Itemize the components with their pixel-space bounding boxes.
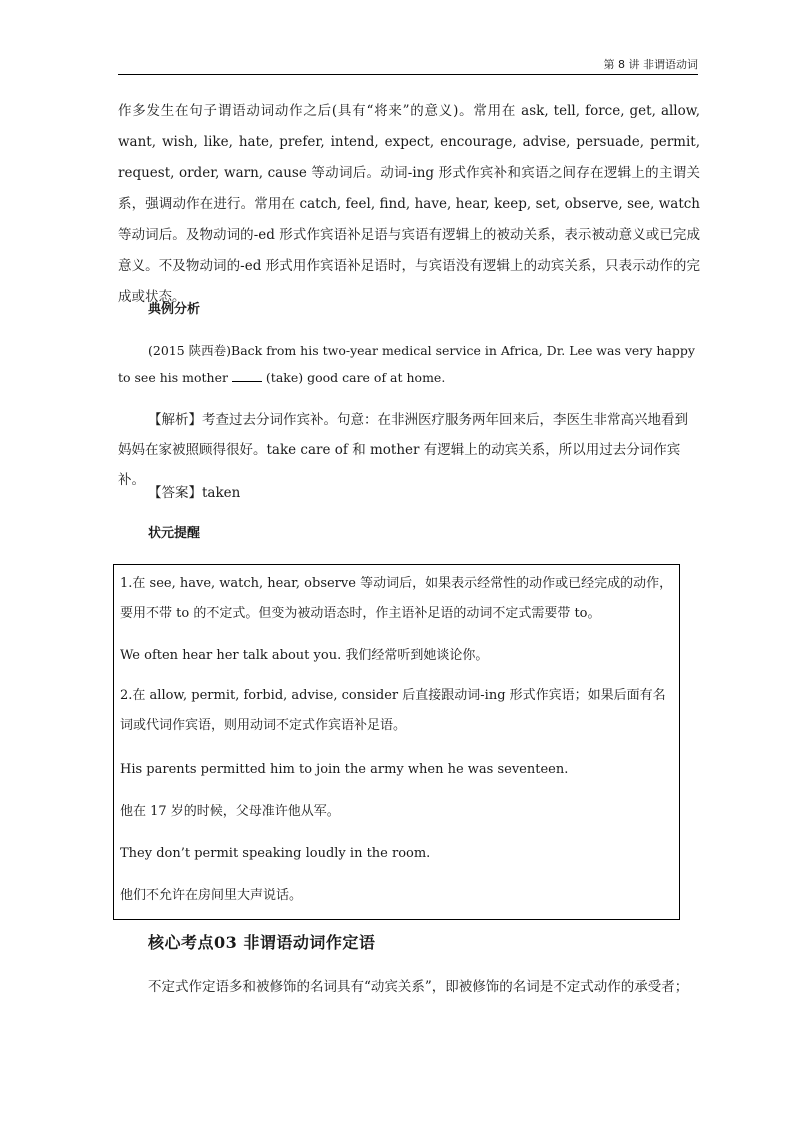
example-text-2: (take) good care of at home. <box>261 370 446 385</box>
tip-2: 2.在 allow, permit, forbid, advise, consider 后直接跟动词-ing 形式作宾语；如果后面有名词或代词作宾语，则用动词不定式作宾语补足语。 <box>120 688 666 733</box>
final-paragraph: 不定式作定语多和被修饰的名词具有“动宾关系”，即被修饰的名词是不定式动作的承受者； <box>148 979 689 995</box>
tip-2-example-en-2: They don’t permit speaking loudly in the room. <box>120 846 431 861</box>
example-question <box>118 337 700 391</box>
core-point-heading: 核心考点03 非谓语动词作定语 <box>148 933 376 952</box>
intro-paragraph: 作多发生在句子谓语动词动作之后(具有“将来”的意义)。常用在 ask, tell, force, get, allow, want, wish, like, hate, prefer, intend, expect, encourage, advise, persuade, permit, request, order, warn, cause 等动词后。动词-ing 形式作宾补和宾语之间存在逻辑上的主谓关系，强调动作在进行。常用在 catch, feel, find, have, hear, keep, set, observe, see, watch 等动词后。及物动词的-ed 形式作宾语补足语与宾语有逻辑上的被动关系，表示被动意义或已完成意义。不及物动词的-ed 形式用作宾语补足语时，与宾语没有逻辑上的动宾关系，只表示动作的完成或状态。 <box>118 103 700 305</box>
analysis-heading: 典例分析 <box>148 302 201 317</box>
analysis-explanation: 【解析】考查过去分词作宾补。句意：在非洲医疗服务两年回来后，李医生非常高兴地看到妈妈在家被照顾得很好。take care of 和 mother 有逻辑上的动宾关系，所以用过去分词作宾补。 <box>118 412 688 488</box>
answer-line: 【答案】taken <box>148 485 241 501</box>
tip-2-example-en-1: His parents permitted him to join the army when he was seventeen. <box>120 762 569 777</box>
tip-2-example-cn-1: 他在 17 岁的时候，父母准许他从军。 <box>120 804 340 819</box>
page-header <box>118 58 698 75</box>
answer-blank <box>232 369 262 382</box>
tips-heading: 状元提醒 <box>148 526 201 541</box>
tip-1: 1.在 see, have, watch, hear, observe 等动词后，如果表示经常性的动作或已经完成的动作，要用不带 to 的不定式。但变为被动语态时，作主语补足语的动词不定式需要带 to。 <box>120 576 673 621</box>
tips-box <box>113 564 680 920</box>
tip-2-example-cn-2: 他们不允许在房间里大声说话。 <box>120 888 303 903</box>
tip-1-example-en: We often hear her talk about you. 我们经常听到她谈论你。 <box>120 648 489 663</box>
example-text-1: (2015 陕西卷)Back from his two-year medical service in Africa, Dr. Lee was very happy to see his mother <box>118 343 695 385</box>
header-title: 第 8 讲 非谓语动词 <box>603 58 698 71</box>
